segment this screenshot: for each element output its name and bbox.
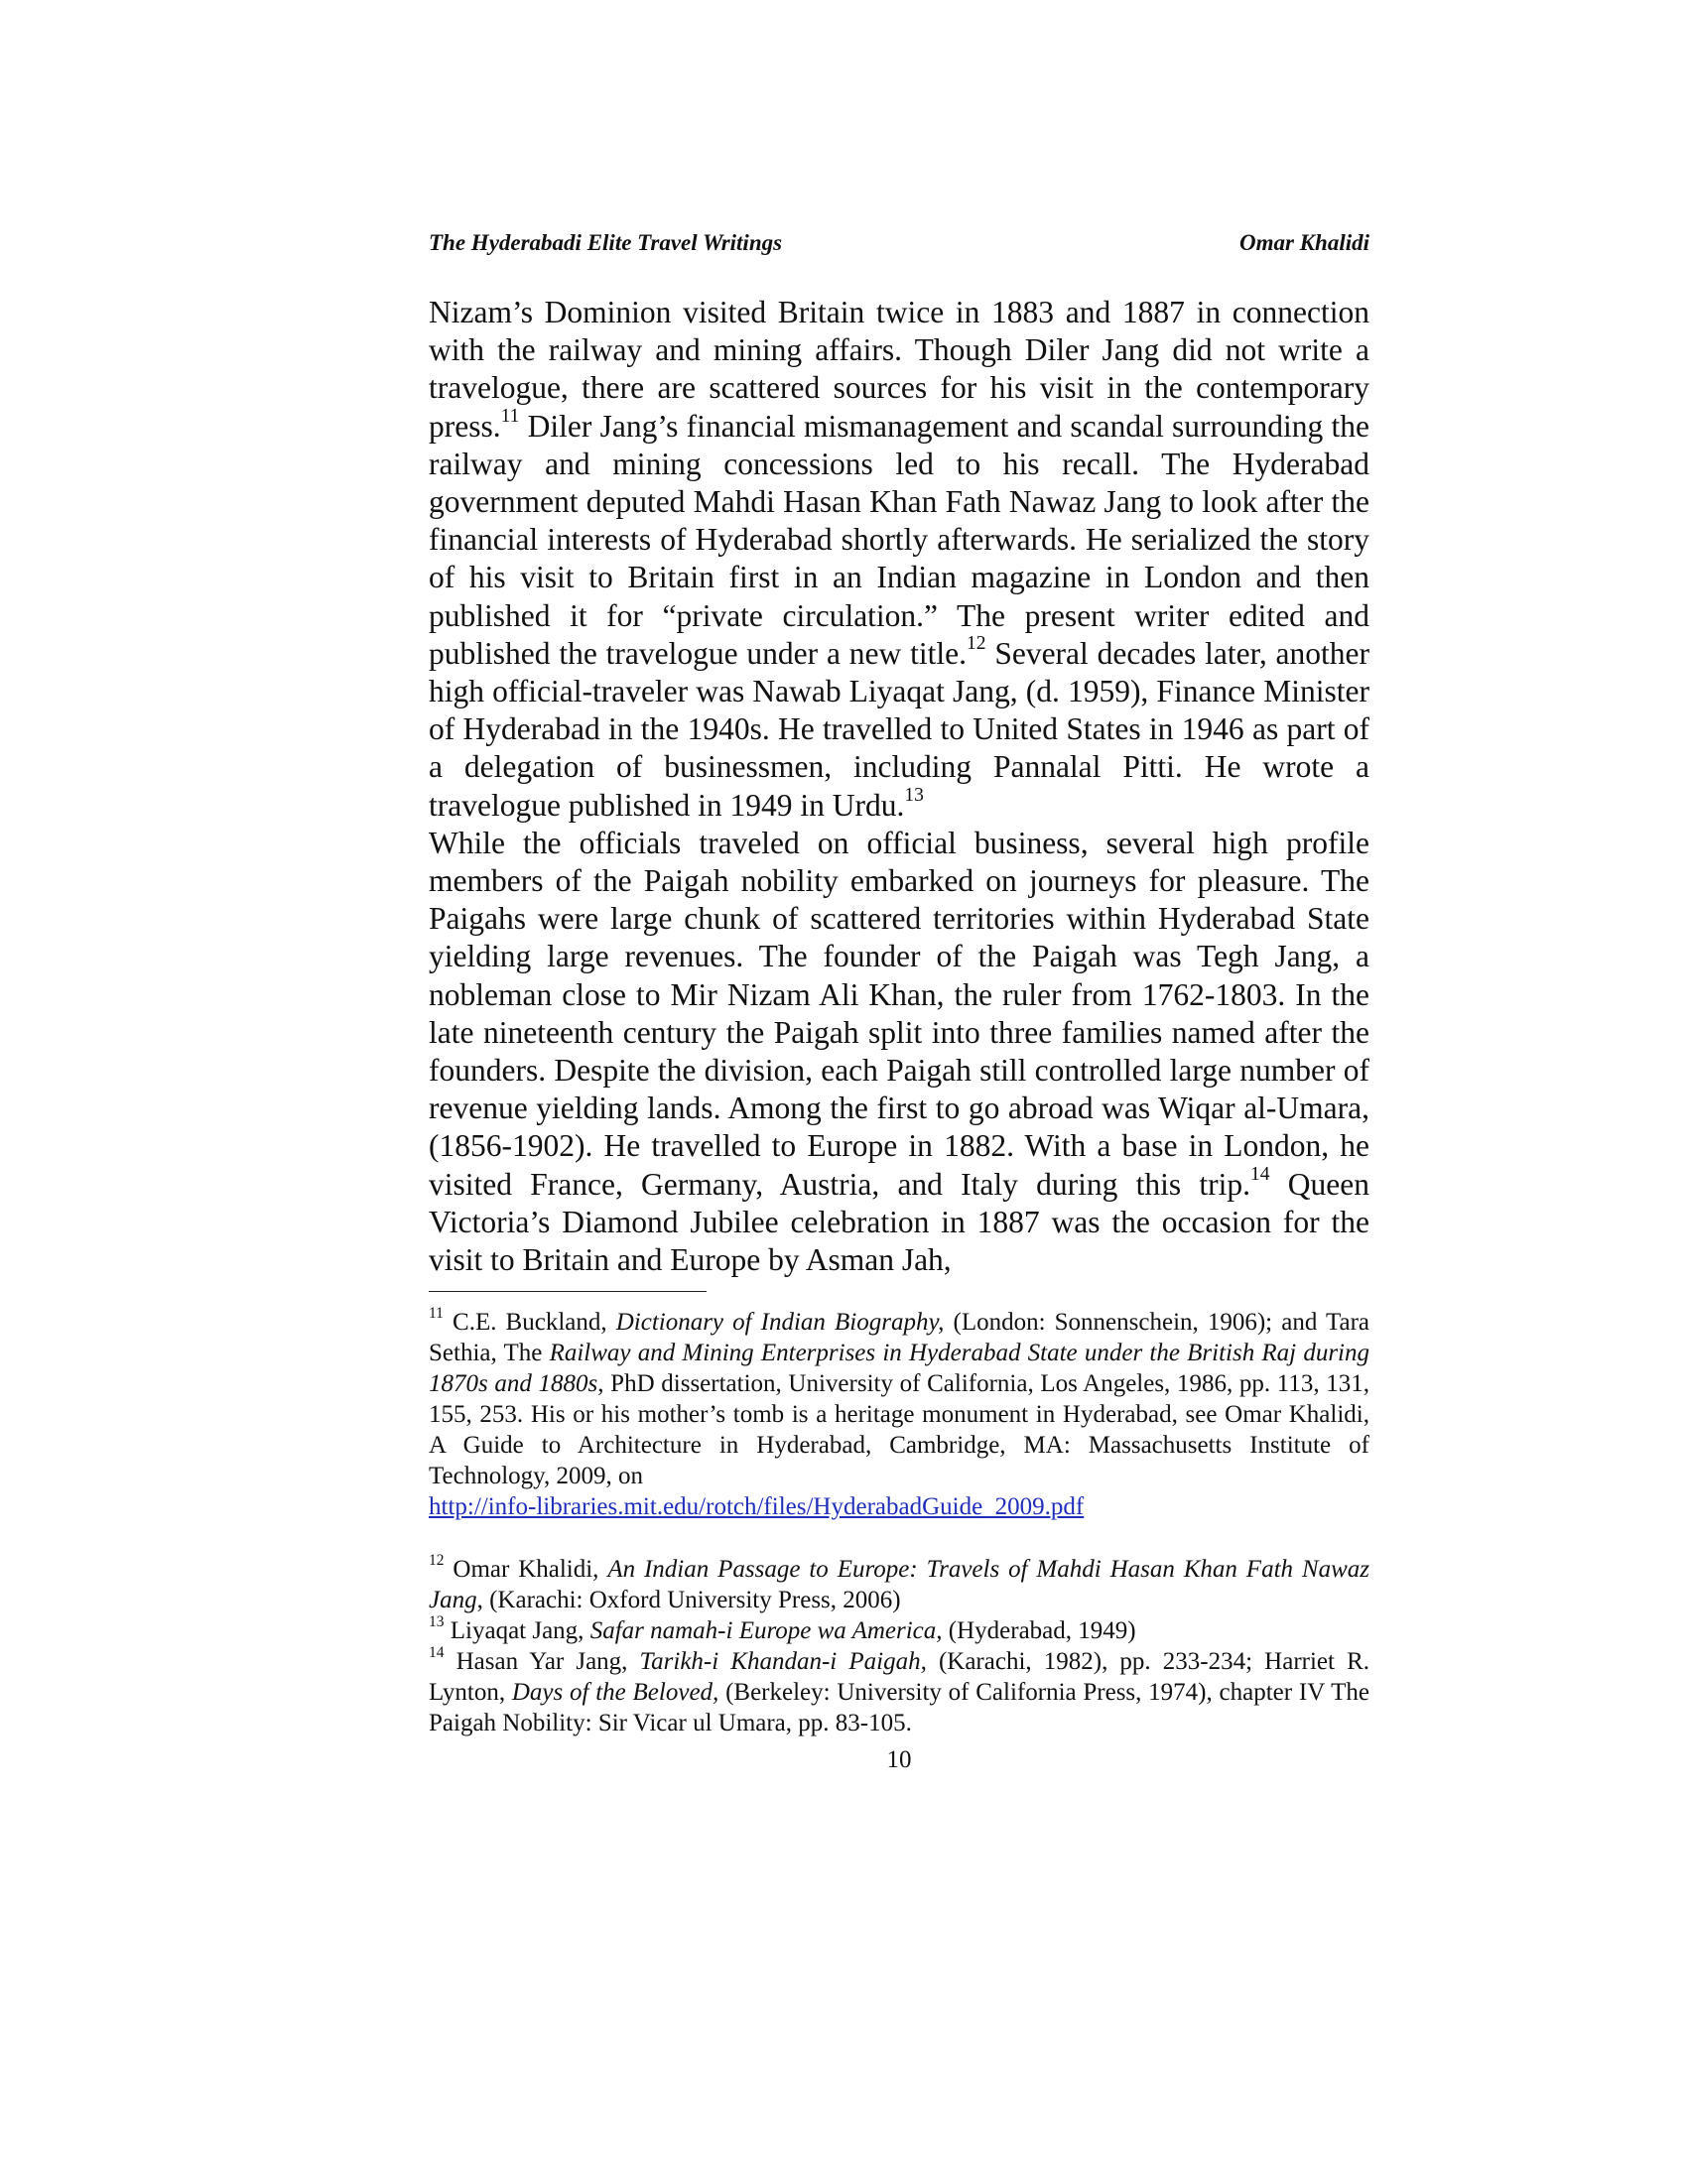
main-body-text — [429, 294, 1369, 1279]
footnote-ref-12[interactable]: 12 — [966, 633, 986, 655]
footnote-separator — [429, 1291, 707, 1292]
running-header-author: Omar Khalidi — [1238, 230, 1369, 255]
body-paragraph-1: Nizam’s Dominion visited Britain twice in 1883 and 1887 in connection with the railway and mining affairs. Though Diler Jang did not write a travelogue, there are scattered sources for his visit in the contemporary press.$^{11}$ Diler Jang’s financial mismanagement and scandal surrounding the railway and mining concessions led to his recall. The Hyderabad government deputed Mahdi Hasan Khan Fath Nawaz Jang to look after the financial interests of Hyderabad shortly afterwards. He serialized the story of his visit to Britain first in an Indian magazine in London and then published it for “private circulation.” The present writer edited and published the travelogue under a new title.$^{12}$ Several decades later, another high official-traveler was Nawab Liyaqat Jang, (d. 1959), Finance Minister of Hyderabad in the 1940s. He travelled to United States in 1946 as part of a delegation of businessmen, including Pannalal Pitti. He wrote a travelogue published in 1949 in Urdu.$^{13}$ — [429, 295, 1369, 823]
footnote-ref-11[interactable]: 11 — [500, 406, 520, 428]
footnotes — [429, 1307, 1369, 1738]
running-header-title: The Hyderabadi Elite Travel Writings — [429, 230, 783, 255]
footnote-11-link[interactable]: http://info-libraries.mit.edu/rotch/files/HyderabadGuide_2009.pdf — [429, 1493, 1085, 1520]
footnote-ref-13[interactable]: 13 — [904, 785, 924, 807]
footnote-14: $^{14}$ Hasan Yar Jang, Tarikh-i Khandan-i Paigah, (Karachi, 1982), pp. 233-234; Harriet R. Lynton, Days of the Beloved, (Berkeley: University of California Press, 1974), chapter IV The Paigah Nobility: Sir Vicar ul Umara, pp. 83-105. — [429, 1644, 1369, 1736]
running-header — [429, 228, 1369, 264]
footnote-13: $^{13}$ Liyaqat Jang, Safar namah-i Europe wa America, (Hyderabad, 1949) — [429, 1613, 1136, 1644]
footnote-11: $^{11}$ C.E. Buckland, Dictionary of Indian Biography, (London: Sonnenschein, 1906); and Tara Sethia, The Railway and Mining Enterprises in Hyderabad State under the British Raj during 1870s and 1880s, PhD dissertation, University of California, Los Angeles, 1986, pp. 113, 131, 155, 253. His or his mother’s tomb is a heritage monument in Hyderabad, see Omar Khalidi, A Guide to Architecture in Hyderabad, Cambridge, MA: Massachusetts Institute of Technology, 2009, on http://info-libraries.mit.edu/rotch/files/HyderabadGuide_2009.pdf — [429, 1305, 1370, 1520]
footnote-spacer — [429, 1522, 1369, 1554]
footnote-12: $^{12}$ Omar Khalidi, An Indian Passage to Europe: Travels of Mahdi Hasan Khan Fath Nawaz Jang, (Karachi: Oxford University Press, 2006) — [429, 1552, 1369, 1613]
footnote-ref-14[interactable]: 14 — [1250, 1164, 1270, 1186]
page-number: 10 — [886, 1746, 912, 1773]
body-paragraph-2: While the officials traveled on official business, several high profile members of the Paigah nobility embarked on journeys for pleasure. The Paigahs were large chunk of scattered territories within Hyderabad State yielding large revenues. The founder of the Paigah was Tegh Jang, a nobleman close to Mir Nizam Ali Khan, the ruler from 1762-1803. In the late nineteenth century the Paigah split into three families named after the founders. Despite the division, each Paigah still controlled large number of revenue yielding lands. Among the first to go abroad was Wiqar al-Umara, (1856-1902). He travelled to Europe in 1882. With a base in London, he visited France, Germany, Austria, and Italy during this trip.$^{14}$ Queen Victoria’s Diamond Jubilee celebration in 1887 was the occasion for the visit to Britain and Europe by Asman Jah, — [429, 825, 1369, 1278]
